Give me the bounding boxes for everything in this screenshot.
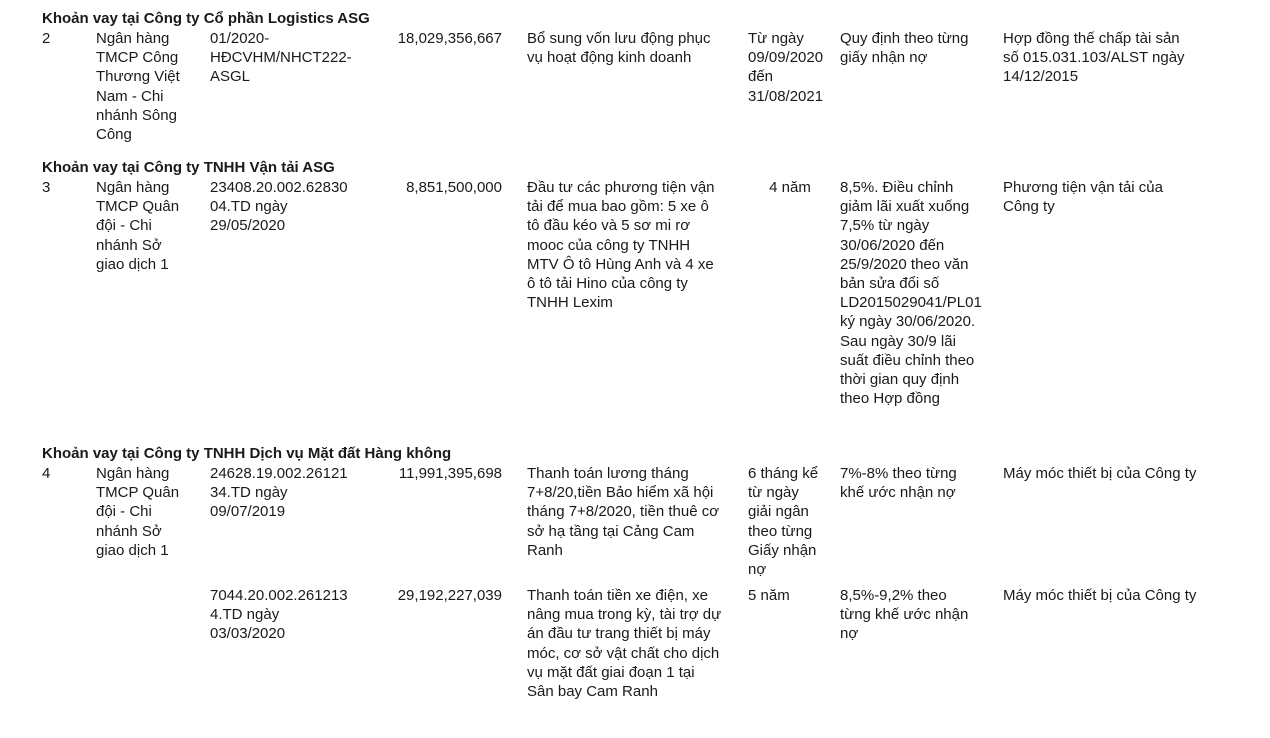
contract-number: 7044.20.002.261213 4.TD ngày 03/03/2020 (210, 587, 348, 643)
bank-name: Ngân hàng TMCP Quân đội - Chi nhánh Sở giao dịch 1 (96, 179, 180, 273)
row-number: 3 (42, 179, 51, 196)
loan-term: 5 năm (748, 587, 790, 604)
interest-rate: 8,5%. Điều chỉnh giảm lãi xuất xuống 7,5% từ ngày 30/06/2020 đến 25/9/2020 theo văn bản sửa đổi số LD2015029041/PL01 ký ngày 30/06/2020. Sau ngày 30/9 lãi suất điều chỉnh theo thời gian quy định theo Hợp đồng (840, 179, 982, 408)
loan-term: 6 tháng kể từ ngày giải ngân theo từng Giấy nhận nợ (748, 465, 819, 579)
interest-rate: 8,5%-9,2% theo từng khế ước nhận nợ (840, 587, 969, 643)
contract-number: 01/2020- HĐCVHM/NHCT222- ASGL (210, 30, 352, 86)
contract-number: 24628.19.002.26121 34.TD ngày 09/07/2019 (210, 465, 348, 521)
loan-term: 4 năm (769, 179, 811, 196)
collateral: Máy móc thiết bị của Công ty (1003, 465, 1197, 482)
loan-purpose: Thanh toán lương tháng 7+8/20,tiền Bảo hiểm xã hội tháng 7+8/2020, tiền thuê cơ sở hạ tầng tại Cảng Cam Ranh (527, 465, 720, 559)
contract-number: 23408.20.002.62830 04.TD ngày 29/05/2020 (210, 179, 348, 235)
section-heading: Khoản vay tại Công ty TNHH Dịch vụ Mặt đất Hàng không (42, 445, 452, 462)
loan-amount: 11,991,395,698 (398, 465, 502, 482)
loan-purpose: Bổ sung vốn lưu động phục vụ hoạt động kinh doanh (527, 30, 711, 67)
loan-amount: 29,192,227,039 (397, 587, 502, 604)
collateral: Hợp đồng thế chấp tài sản số 015.031.103/ALST ngày 14/12/2015 (1003, 30, 1185, 86)
loan-amount: 18,029,356,667 (397, 30, 502, 47)
loan-amount: 8,851,500,000 (406, 179, 502, 196)
loan-term: Từ ngày 09/09/2020 đến 31/08/2021 (748, 30, 824, 105)
row-number: 2 (42, 30, 51, 47)
collateral: Máy móc thiết bị của Công ty (1003, 587, 1197, 604)
collateral: Phương tiện vận tải của Công ty (1003, 179, 1163, 216)
section-heading: Khoản vay tại Công ty Cổ phần Logistics ASG (42, 10, 370, 27)
loan-purpose: Đầu tư các phương tiện vận tải để mua bao gồm: 5 xe ô tô đầu kéo và 5 sơ mi rơ mooc của công ty TNHH MTV Ô tô Hùng Anh và 4 xe ô tô tải Hino của công ty TNHH Lexim (527, 179, 715, 312)
loan-purpose: Thanh toán tiền xe điện, xe nâng mua trong kỳ, tài trợ dự án đầu tư trang thiết bị máy móc, cơ sở vật chất cho dịch vụ mặt đất giai đoạn 1 tại Sân bay Cam Ranh (527, 587, 722, 701)
row-number: 4 (42, 465, 51, 482)
interest-rate: 7%-8% theo từng khế ước nhận nợ (840, 465, 957, 502)
interest-rate: Quy định theo từng giấy nhận nợ (840, 30, 969, 67)
bank-name: Ngân hàng TMCP Công Thương Việt Nam - Chi nhánh Sông Công (96, 30, 180, 144)
section-heading: Khoản vay tại Công ty TNHH Vận tải ASG (42, 159, 335, 176)
bank-name: Ngân hàng TMCP Quân đội - Chi nhánh Sở giao dịch 1 (96, 465, 180, 559)
